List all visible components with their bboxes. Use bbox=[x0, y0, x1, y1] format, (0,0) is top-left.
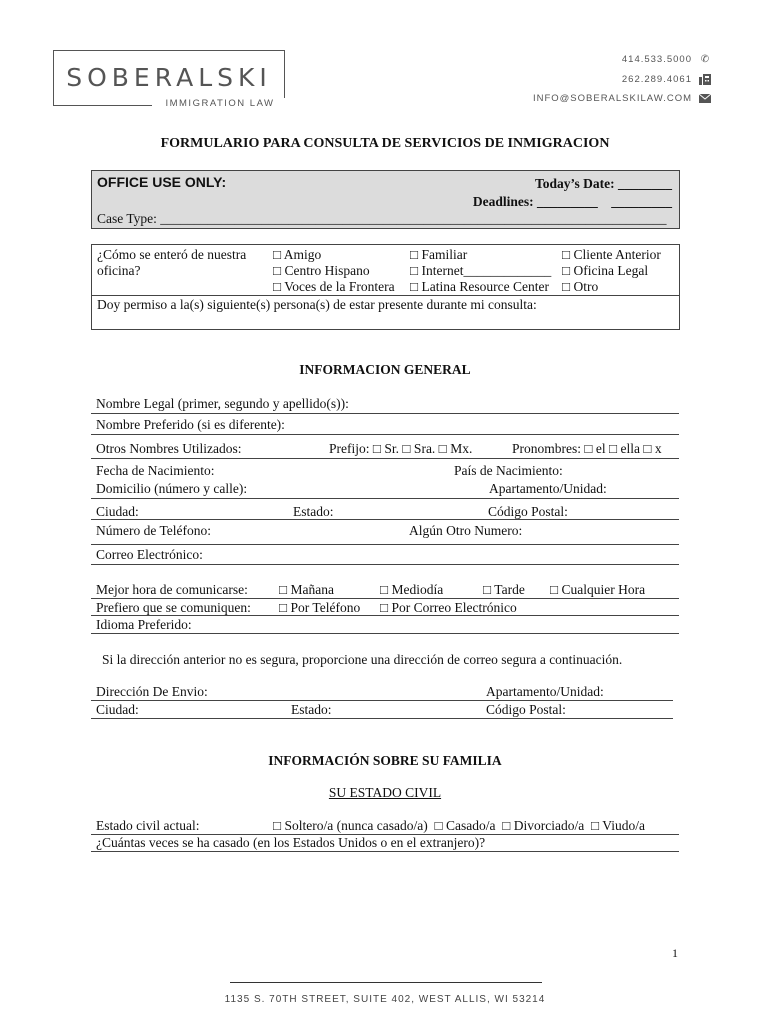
section-heading-general: INFORMACION GENERAL bbox=[299, 362, 471, 377]
referral-option-familiar[interactable]: □ Familiar bbox=[410, 247, 468, 262]
referral-option-latina[interactable]: □ Latina Resource Center bbox=[410, 279, 549, 294]
field-line bbox=[91, 615, 679, 616]
todays-date-field[interactable]: Today’s Date: ________ bbox=[534, 176, 672, 191]
field-line bbox=[91, 458, 679, 459]
times-married-field[interactable]: ¿Cuántas veces se ha casado (en los Estados Unidos o en el extranjero)? bbox=[96, 835, 486, 850]
mail-state-field[interactable]: Estado: bbox=[291, 702, 332, 717]
field-line bbox=[91, 413, 679, 414]
contact-phone-2: 262.289.4061 bbox=[621, 74, 692, 85]
email-field[interactable]: Correo Electrónico: bbox=[96, 547, 203, 562]
time-option-manana[interactable]: □ Mañana bbox=[279, 582, 335, 597]
footer-divider bbox=[230, 982, 542, 983]
state-field[interactable]: Estado: bbox=[293, 504, 334, 519]
marital-status-label: Estado civil actual: bbox=[96, 818, 200, 833]
prefix-options[interactable]: Prefijo: □ Sr. □ Sra. □ Mx. bbox=[329, 441, 473, 456]
address-field[interactable]: Domicilio (número y calle): bbox=[96, 481, 248, 496]
safe-address-note: Si la dirección anterior no es segura, proporcione una dirección de correo segura a continuación. bbox=[102, 652, 623, 667]
other-number-field[interactable]: Algún Otro Numero: bbox=[409, 523, 523, 538]
logo-divider bbox=[53, 105, 153, 106]
language-field[interactable]: Idioma Preferido: bbox=[96, 617, 192, 632]
field-line bbox=[91, 718, 673, 719]
dob-field[interactable]: Fecha de Nacimiento: bbox=[96, 463, 215, 478]
prefer-contact-label: Prefiero que se comuniquen: bbox=[96, 600, 251, 615]
section-heading-family: INFORMACIÓN SOBRE SU FAMILIA bbox=[268, 753, 502, 768]
city-field[interactable]: Ciudad: bbox=[96, 504, 139, 519]
contact-option-correo[interactable]: □ Por Correo Electrónico bbox=[380, 600, 517, 615]
contact-email: INFO@SOBERALSKILAW.COM bbox=[532, 93, 692, 104]
footer-address: 1135 S. 70TH STREET, SUITE 402, WEST ALLIS, WI 53214 bbox=[224, 994, 546, 1005]
page-number: 1 bbox=[672, 946, 678, 960]
field-line bbox=[91, 700, 673, 701]
contact-option-telefono[interactable]: □ Por Teléfono bbox=[279, 600, 361, 615]
referral-option-oficina-legal[interactable]: □ Oficina Legal bbox=[562, 263, 649, 278]
mail-address-field[interactable]: Dirección De Envio: bbox=[96, 684, 208, 699]
case-type-field[interactable]: Case Type: ___________________________________________________________________________ bbox=[97, 211, 667, 226]
field-line bbox=[91, 434, 679, 435]
referral-question: oficina? bbox=[97, 263, 141, 278]
mail-apartment-field[interactable]: Apartamento/Unidad: bbox=[486, 684, 604, 699]
time-option-mediodia[interactable]: □ Mediodía bbox=[380, 582, 444, 597]
preferred-name-field[interactable]: Nombre Preferido (si es diferente): bbox=[96, 417, 285, 432]
referral-option-otro[interactable]: □ Otro bbox=[562, 279, 599, 294]
field-line bbox=[91, 851, 679, 852]
best-time-label: Mejor hora de comunicarse: bbox=[96, 582, 248, 597]
field-line bbox=[91, 598, 679, 599]
form-title: FORMULARIO PARA CONSULTA DE SERVICIOS DE INMIGRACION bbox=[160, 136, 610, 151]
marital-status-options[interactable]: □ Soltero/a (nunca casado/a) □ Casado/a □ Divorciado/a □ Viudo/a bbox=[273, 818, 645, 833]
field-line bbox=[91, 633, 679, 634]
apartment-field[interactable]: Apartamento/Unidad: bbox=[489, 481, 607, 496]
zip-field[interactable]: Código Postal: bbox=[488, 504, 568, 519]
phone-field[interactable]: Número de Teléfono: bbox=[96, 523, 212, 538]
referral-option-cliente-anterior[interactable]: □ Cliente Anterior bbox=[562, 247, 661, 262]
divider bbox=[91, 295, 679, 296]
section-subheading-marital: SU ESTADO CIVIL bbox=[328, 785, 442, 800]
field-line bbox=[91, 564, 679, 565]
legal-name-field[interactable]: Nombre Legal (primer, segundo y apellido(s)): bbox=[96, 396, 349, 411]
field-line bbox=[91, 519, 679, 520]
pronoun-options[interactable]: Pronombres: □ el □ ella □ x bbox=[512, 441, 662, 456]
birth-country-field[interactable]: País de Nacimiento: bbox=[454, 463, 563, 478]
field-line bbox=[91, 544, 679, 545]
referral-option-internet[interactable]: □ Internet_____________ bbox=[410, 263, 552, 278]
field-line bbox=[91, 498, 679, 499]
contact-phone-1: 414.533.5000 bbox=[621, 54, 692, 65]
other-names-field[interactable]: Otros Nombres Utilizados: bbox=[96, 441, 242, 456]
fax-icon bbox=[699, 74, 711, 84]
referral-question: ¿Cómo se enteró de nuestra bbox=[97, 247, 247, 262]
email-icon bbox=[699, 94, 711, 104]
time-option-cualquier[interactable]: □ Cualquier Hora bbox=[550, 582, 646, 597]
logo-tagline: IMMIGRATION LAW bbox=[152, 98, 288, 109]
referral-option-centro-hispano[interactable]: □ Centro Hispano bbox=[273, 263, 370, 278]
office-use-heading: OFFICE USE ONLY: bbox=[97, 174, 227, 190]
phone-icon: ✆ bbox=[700, 54, 710, 65]
time-option-tarde[interactable]: □ Tarde bbox=[483, 582, 525, 597]
logo-name: SOBERALSKI bbox=[66, 63, 272, 92]
referral-option-amigo[interactable]: □ Amigo bbox=[273, 247, 322, 262]
mail-zip-field[interactable]: Código Postal: bbox=[486, 702, 566, 717]
permission-field[interactable]: Doy permiso a la(s) siguiente(s) persona(s) de estar presente durante mi consulta: bbox=[97, 297, 537, 312]
referral-option-voces[interactable]: □ Voces de la Frontera bbox=[273, 279, 395, 294]
mail-city-field[interactable]: Ciudad: bbox=[96, 702, 139, 717]
deadlines-field[interactable]: Deadlines: _________ _________ bbox=[472, 194, 672, 209]
